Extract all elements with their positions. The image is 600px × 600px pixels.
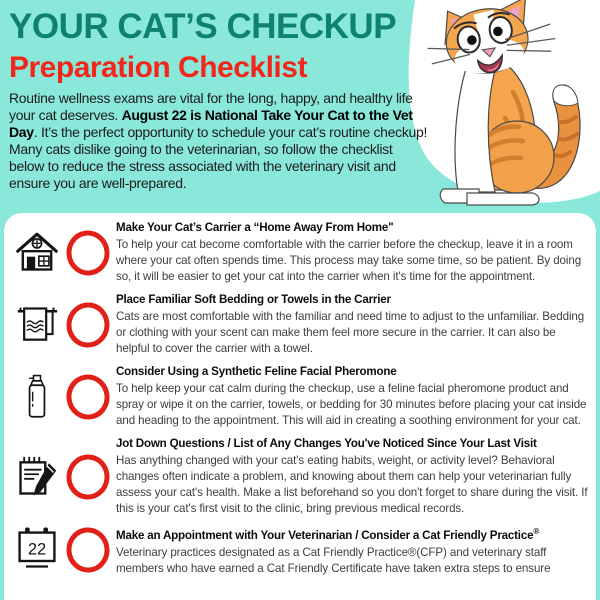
item-body: Veterinary practices designated as a Cat Friendly Practice®(CFP) and veterinary staff members who have earned a Cat Friendly Certificate have taken extra steps to ensure bbox=[116, 545, 551, 575]
item-title bbox=[116, 524, 588, 543]
item-title-text: Make an Appointment with Your Veterinarian / Consider a Cat Friendly Practice bbox=[116, 528, 534, 542]
intro-text-bold: August 22 is National Take Your Cat to the Vet Day bbox=[9, 107, 413, 140]
checkbox-circle[interactable] bbox=[66, 374, 110, 420]
house-icon bbox=[15, 231, 59, 275]
item-content bbox=[116, 436, 590, 517]
item-title: Place Familiar Soft Bedding or Towels in the Carrier bbox=[116, 293, 391, 306]
intro-text-pre: Routine wellness exams are vital for the long, happy, and healthy life your cat deserves. bbox=[9, 90, 413, 123]
calendar-icon bbox=[15, 526, 59, 574]
item-icon-cell bbox=[14, 526, 60, 574]
item-body: Cats are most comfortable with the familiar and need time to adjust to the unfamiliar. Bedding or clothing with your scent can make them feel more secure in the carrier. It can also be helpful to cover the carrier with a towel. bbox=[116, 310, 585, 355]
spray-bottle-icon bbox=[23, 373, 51, 421]
registered-mark: ® bbox=[533, 527, 540, 536]
list-item bbox=[14, 436, 590, 517]
item-check-cell bbox=[60, 302, 116, 348]
checklist-card bbox=[4, 213, 596, 600]
item-icon-cell bbox=[14, 373, 60, 421]
item-content bbox=[116, 220, 590, 285]
item-title: Consider Using a Synthetic Feline Facial Pheromone bbox=[116, 365, 397, 378]
item-content bbox=[116, 364, 590, 429]
item-icon-cell bbox=[14, 231, 60, 275]
notepad-pencil-icon bbox=[15, 454, 59, 500]
item-check-cell bbox=[60, 454, 116, 500]
item-body: To help keep your cat calm during the checkup, use a feline facial pheromone product and spray or wipe it on the carrier, towels, or bedding for 30 minutes before placing your cat inside and heading to the appointment. This will aid in creating a soothing environment for your cat. bbox=[116, 382, 587, 427]
checkbox-circle[interactable] bbox=[66, 454, 110, 500]
item-title: Jot Down Questions / List of Any Changes You've Noticed Since Your Last Visit bbox=[116, 437, 537, 450]
item-title: Make Your Cat’s Carrier a “Home Away From Home" bbox=[116, 221, 394, 234]
checkbox-circle[interactable] bbox=[66, 527, 110, 573]
checkbox-circle[interactable] bbox=[66, 230, 110, 276]
towel-icon bbox=[15, 303, 59, 347]
item-check-cell bbox=[60, 230, 116, 276]
item-content bbox=[116, 524, 590, 577]
item-icon-cell bbox=[14, 303, 60, 347]
checkbox-circle[interactable] bbox=[66, 302, 110, 348]
item-content bbox=[116, 292, 590, 357]
page-subtitle: Preparation Checklist bbox=[9, 51, 307, 84]
item-check-cell bbox=[60, 527, 116, 573]
item-check-cell bbox=[60, 374, 116, 420]
intro-text-post: . It’s the perfect opportunity to schedule your cat’s routine checkup! Many cats dislike going to the veterinarian, so follow the checklist below to reduce the stress associated with the veterinary visit and ensure you are well-prepared. bbox=[9, 124, 428, 191]
intro-paragraph bbox=[9, 90, 431, 192]
page-title: YOUR CAT’S CHECKUP bbox=[9, 7, 397, 46]
list-item bbox=[14, 524, 590, 577]
calendar-day-label: 22 bbox=[27, 541, 47, 560]
item-icon-cell bbox=[14, 454, 60, 500]
hero-section bbox=[0, 0, 600, 213]
item-body: To help your cat become comfortable with the carrier before the checkup, leave it in a room where your cat often spends time. This process may take some time, so be patient. By doing so, it will be easier to get your cat into the carrier when it's time for the appointment. bbox=[116, 238, 582, 283]
list-item bbox=[14, 220, 590, 285]
item-body: Has anything changed with your cat's eating habits, weight, or activity level? Behavioral changes often indicate a problem, and knowing about them can help your veterinarian fully assess your cat's health. Make a list beforehand so you don't forget to share during the visit. If this is your cat's first visit to the clinic, bring previous medical records. bbox=[116, 454, 588, 515]
list-item bbox=[14, 292, 590, 357]
list-item bbox=[14, 364, 590, 429]
